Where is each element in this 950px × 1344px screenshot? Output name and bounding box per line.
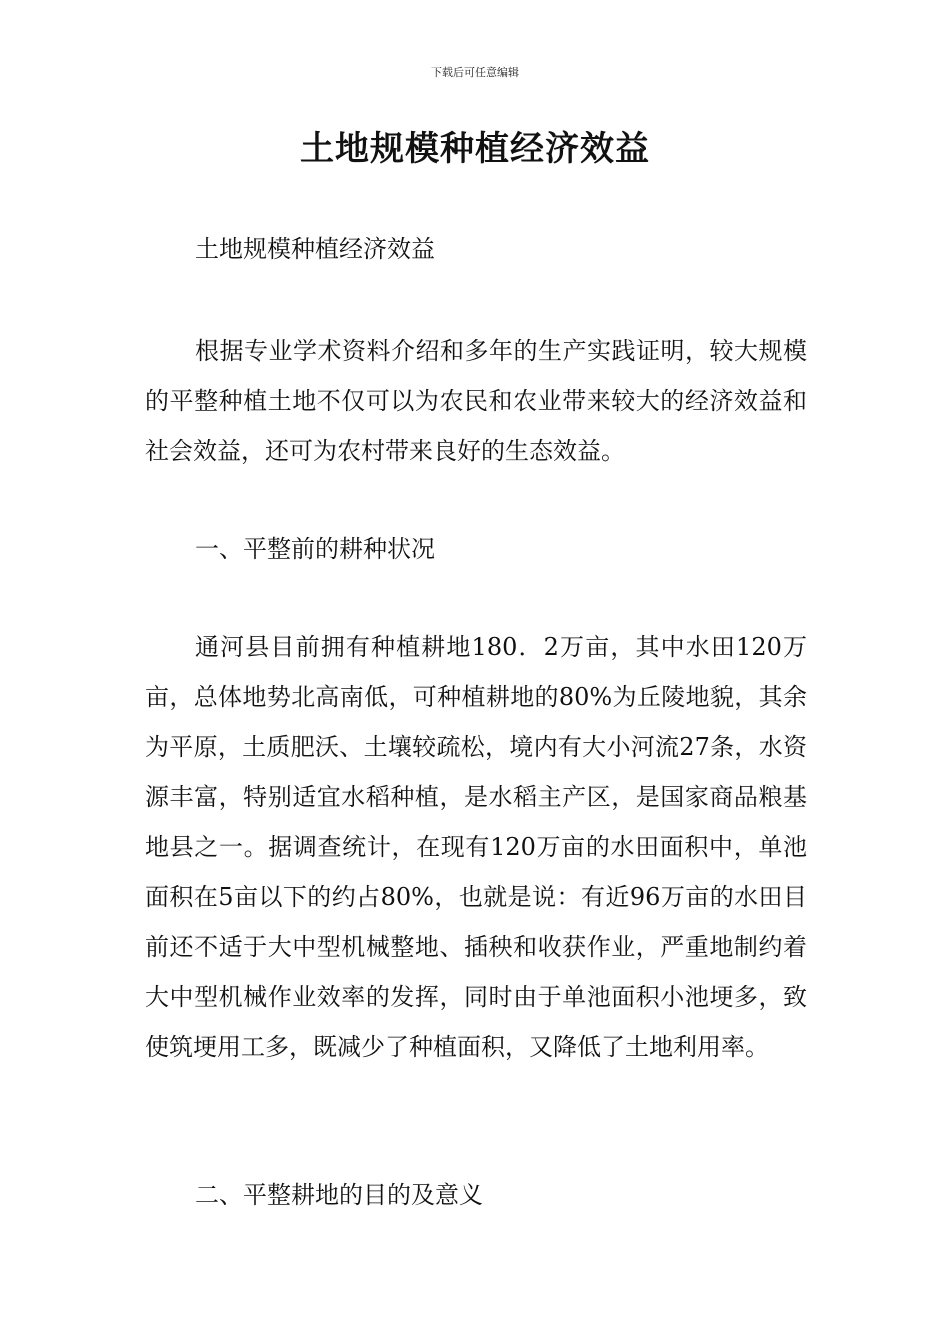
status-paragraph: 通河县目前拥有种植耕地180．2万亩，其中水田120万亩，总体地势北高南低，可种植耕地的80%为丘陵地貌，其余为平原，土质肥沃、土壤较疏松，境内有大小河流27条，水资源丰富，特别适宜水稻种植，是水稻主产区，是国家商品粮基地县之一。据调查统计，在现有120万亩的水田面积中，单池面积在5亩以下的约占80%，也就是说：有近96万亩的水田目前还不适于大中型机械整地、插秧和收获作业，严重地制约着大中型机械作业效率的发挥，同时由于单池面积小池埂多，致使筑埂用工多，既减少了种植面积，又降低了土地利用率。 (145, 633, 807, 1061)
subtitle-paragraph: 土地规模种植经济效益 (195, 235, 435, 263)
section-heading-1: 一、平整前的耕种状况 (195, 535, 435, 563)
section-heading-2: 二、平整耕地的目的及意义 (195, 1181, 483, 1209)
document-title: 土地规模种植经济效益 (300, 129, 650, 169)
intro-paragraph: 根据专业学术资料介绍和多年的生产实践证明，较大规模的平整种植土地不仅可以为农民和农业带来较大的经济效益和社会效益，还可为农村带来良好的生态效益。 (145, 337, 807, 465)
header-note: 下载后可任意编辑 (431, 66, 519, 79)
